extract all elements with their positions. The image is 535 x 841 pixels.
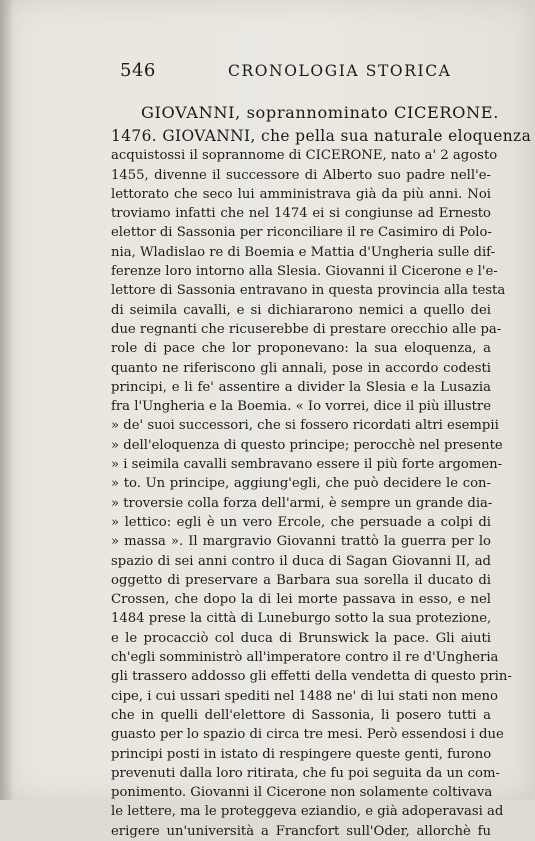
text-line: erigere un'università a Francfort sull'Oder, allorchè fu bbox=[111, 823, 491, 839]
text-line: gli trassero addosso gli effetti della vendetta di questo prin- bbox=[111, 669, 512, 685]
text-line: principi, e li fe' assentire a divider la Slesia e la Lusazia bbox=[111, 379, 491, 395]
text-line: » massa ». Il margravio Giovanni trattò la guerra per lo bbox=[111, 534, 491, 550]
text-line: » to. Un principe, aggiung'egli, che può decidere le con- bbox=[111, 476, 491, 492]
text-line: » lettico: egli è un vero Ercole, che persuade a colpi di bbox=[111, 514, 491, 530]
text-line: » de' suoi successori, che si fossero ricordati altri esempii bbox=[111, 418, 499, 434]
text-line: role di pace che lor proponevano: la sua eloquenza, a bbox=[111, 341, 491, 357]
text-line: quanto ne riferiscono gli annali, pose in accordo codesti bbox=[111, 360, 491, 376]
section-title: GIOVANNI, soprannominato CICERONE. bbox=[141, 103, 499, 122]
text-line: ch'egli somministrò all'imperatore contro il re d'Ungheria bbox=[111, 650, 499, 666]
body-text bbox=[111, 127, 532, 841]
page-header bbox=[120, 60, 520, 80]
text-line: » troversie colla forza dell'armi, è sempre un grande dia- bbox=[111, 495, 493, 511]
text-line: Crossen, che dopo la di lei morte passava in esso, e nel bbox=[111, 592, 491, 608]
text-line: spazio di sei anni contro il duca di Sagan Giovanni II, ad bbox=[111, 553, 491, 569]
text-line: prevenuti dalla loro ritirata, che fu poi seguita da un com- bbox=[111, 765, 500, 781]
text-line: guasto per lo spazio di circa tre mesi. Però essendosi i due bbox=[111, 727, 504, 743]
running-head: CRONOLOGIA STORICA bbox=[228, 62, 452, 80]
text-line: 1455, divenne il successore di Alberto suo padre nell'e- bbox=[111, 167, 491, 183]
text-line: troviamo infatti che nel 1474 ei si congiunse ad Ernesto bbox=[111, 206, 491, 222]
text-line: oggetto di preservare a Barbara sua sorella il ducato di bbox=[111, 572, 491, 588]
text-line: acquistossi il soprannome di CICERONE, nato a' 2 agosto bbox=[111, 148, 498, 164]
text-line: elettor di Sassonia per riconciliare il re Casimiro di Polo- bbox=[111, 225, 492, 241]
text-line: ponimento. Giovanni il Cicerone non solamente coltivava bbox=[111, 785, 493, 801]
text-line: principi posti in istato di respingere queste genti, furono bbox=[111, 746, 492, 762]
page-number: 546 bbox=[120, 60, 156, 81]
text-line: fra l'Ungheria e la Boemia. « Io vorrei, dice il più illustre bbox=[111, 399, 492, 415]
text-line: » dell'eloquenza di questo principe; perocchè nel presente bbox=[111, 437, 503, 453]
text-line: » i seimila cavalli sembravano essere il più forte argomen- bbox=[111, 457, 503, 473]
text-line: nia, Wladislao re di Boemia e Mattia d'Ungheria sulle dif- bbox=[111, 244, 496, 260]
text-line: due regnanti che ricuserebbe di prestare orecchio alle pa- bbox=[111, 321, 502, 337]
text-line: lettorato che seco lui amministrava già da più anni. Noi bbox=[111, 186, 491, 202]
text-line: lettore di Sassonia entravano in questa provincia alla testa bbox=[111, 283, 506, 299]
text-line: 1484 prese la città di Luneburgo sotto la sua protezione, bbox=[111, 611, 492, 627]
text-line: e le procacciò col duca di Brunswick la pace. Gli aiuti bbox=[111, 630, 491, 646]
text-line: di seimila cavalli, e si dichiararono nemici a quello dei bbox=[111, 302, 491, 318]
page-spine-shadow bbox=[0, 0, 14, 800]
text-line: che in quelli dell'elettore di Sassonia, li posero tutti a bbox=[111, 707, 491, 723]
text-line: cipe, i cui ussari spediti nel 1488 ne' di lui stati non meno bbox=[111, 688, 498, 704]
text-line: 1476. GIOVANNI, che pella sua naturale eloquenza bbox=[111, 127, 532, 145]
text-line: ferenze loro intorno alla Slesia. Giovanni il Cicerone e l'e- bbox=[111, 264, 498, 280]
text-line: le lettere, ma le proteggeva eziandio, e già adoperavasi ad bbox=[111, 804, 504, 820]
